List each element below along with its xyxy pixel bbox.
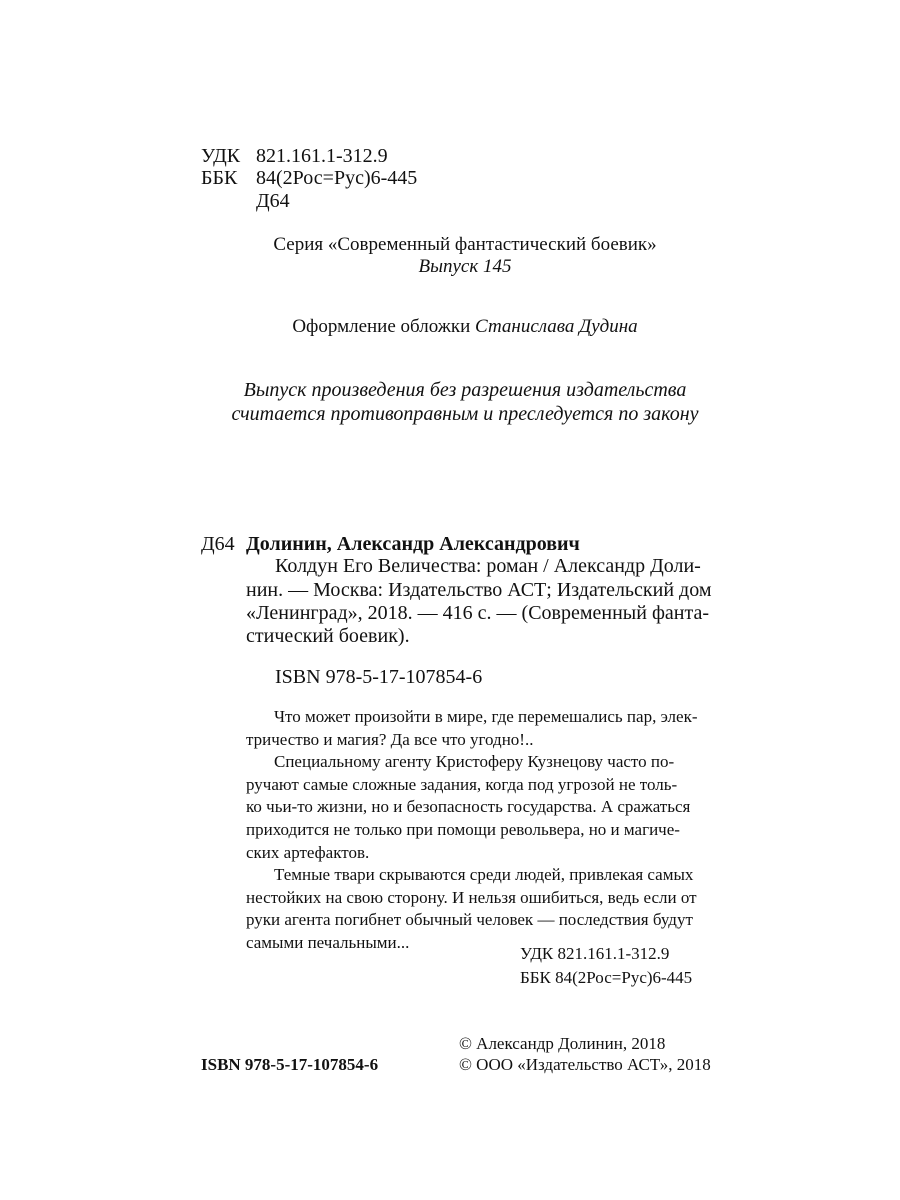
series-issue: Выпуск 145 [418,256,512,277]
author-sign: Д64 [256,190,290,212]
catalog-author: Долинин, Александр Александрович [246,533,580,555]
annotation-line: Что может произойти в мире, где перемешались пар, элек- [274,707,698,726]
udk-label: УДК [201,145,241,167]
annotation-line: тричество и магия? Да все что угодно!.. [246,729,534,749]
copyright-author: © Александр Долинин, 2018 [459,1034,666,1053]
cover-design-line [150,314,780,340]
annotation-line: ских артефактов. [246,842,370,862]
bbk-label: ББК [201,167,238,189]
footer-bbk: ББК 84(2Рос=Рус)6-445 [520,968,693,987]
annotation [246,706,698,955]
catalog-description-line: стический боевик). [246,625,410,647]
annotation-line: ко чьи-то жизни, но и безопасность государства. А сражаться [246,797,691,817]
annotation-line: приходится не только при помощи револьвера, но и магиче- [246,819,680,839]
bbk-value: 84(2Рос=Рус)6-445 [256,167,418,189]
catalog-description-line: «Ленинград», 2018. — 416 с. — (Современный фанта- [246,602,710,624]
catalog-description-line: Колдун Его Величества: роман / Александр Доли- [275,555,701,577]
series-title: Серия «Современный фантастический боевик» [273,234,657,255]
catalog-description-line: нин. — Москва: Издательство АСТ; Издательский дом [246,579,712,601]
annotation-line: Темные твари скрываются среди людей, привлекая самых [274,865,694,885]
footer-udk: УДК 821.161.1-312.9 [520,944,670,963]
udk-value: 821.161.1-312.9 [256,145,388,167]
annotation-line: нестойких на свою сторону. И нельзя ошибиться, ведь если от [246,887,697,907]
annotation-line: Специальному агенту Кристоферу Кузнецову часто по- [274,752,675,772]
catalog-sign: Д64 [201,533,235,555]
annotation-line: самыми печальными... [246,932,410,952]
cover-designer: Станислава Дудина [475,316,638,337]
copyright-publisher: © ООО «Издательство АСТ», 2018 [459,1055,711,1074]
bottom-isbn: ISBN 978-5-17-107854-6 [201,1055,379,1074]
cover-design-label: Оформление обложки [292,316,476,337]
catalog-isbn: ISBN 978-5-17-107854-6 [275,666,483,688]
legal-notice-line-2: считается противоправным и преследуется по закону [231,403,699,425]
annotation-line: ручают самые сложные задания, когда под угрозой не толь- [246,774,678,794]
legal-notice-line-1: Выпуск произведения без разрешения издательства [243,379,687,401]
annotation-line: руки агента погибнет обычный человек — последствия будут [246,910,693,930]
